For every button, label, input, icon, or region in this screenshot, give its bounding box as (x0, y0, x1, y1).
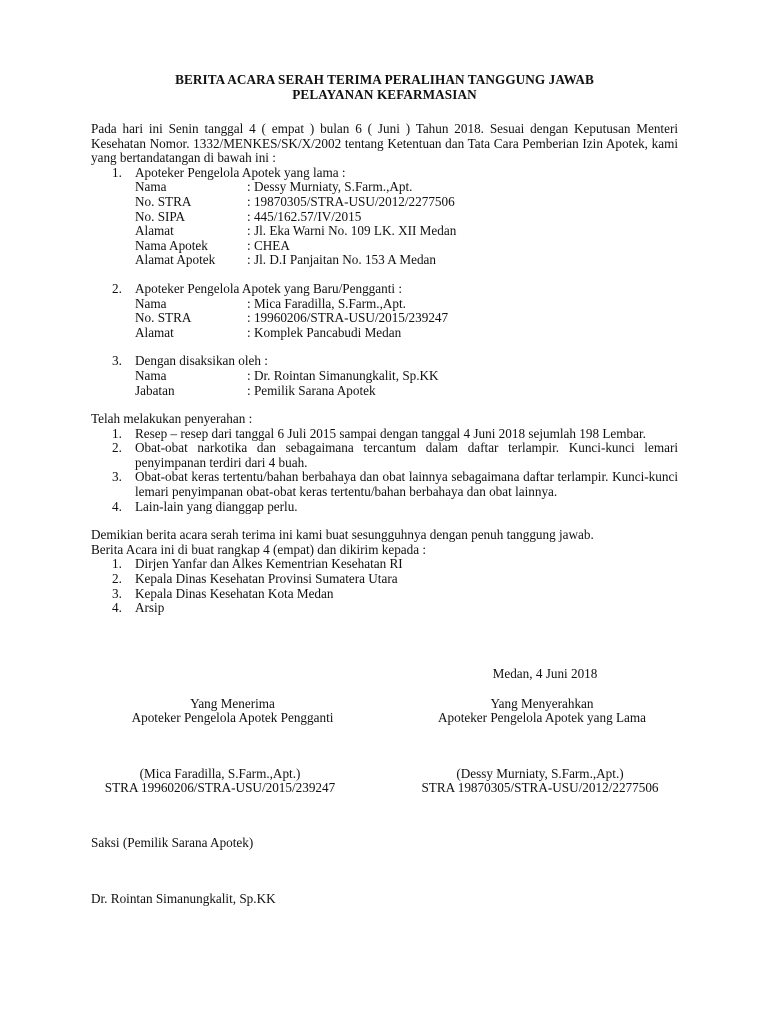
item-text: Resep – resep dari tanggal 6 Juli 2015 sampai dengan tanggal 4 Juni 2018 sejumlah 198 Lembar. (135, 425, 646, 441)
field-row (135, 326, 678, 341)
closing-line-2: Berita Acara ini di buat rangkap 4 (empat) dan dikirim kepada : (91, 541, 427, 557)
party-number: 3. (112, 353, 122, 369)
field-value: : Dr. Rointan Simanungkalit, Sp.KK (247, 367, 439, 383)
receiver-stra: STRA 19960206/STRA-USU/2015/239247 (104, 780, 336, 795)
field-row (135, 210, 678, 225)
giver-title: Apoteker Pengelola Apotek yang Lama (437, 710, 646, 725)
receiver-role: Yang Menerima (190, 696, 275, 711)
item-text: Obat-obat narkotika dan sebagaimana tercantum dalam daftar terlampir. Kunci-kunci lemari penyimpanan terdiri dari 4 buah. (135, 440, 678, 470)
field-row (135, 384, 678, 399)
intro-paragraph: Pada hari ini Senin tanggal 4 ( empat ) bulan 6 ( Juni ) Tahun 2018. Sesuai dengan Keputusan Menteri Kesehatan Nomor. 1332/MENKES/SK/X/2002 tentang Ketentuan dan Tata Cara Pemberian Izin Apotek, kami yang bertandatangan di bawah ini : (91, 121, 678, 166)
field-row (135, 239, 678, 254)
party-heading: Dengan disaksikan oleh : (135, 353, 268, 369)
field-value: : 19870305/STRA-USU/2012/2277506 (247, 193, 455, 209)
field-value: : CHEA (247, 237, 290, 253)
receiver-title: Apoteker Pengelola Apotek Pengganti (131, 710, 334, 725)
field-row (135, 253, 678, 268)
field-row (135, 311, 678, 326)
receiver-name: (Mica Faradilla, S.Farm.,Apt.) (139, 766, 301, 781)
party-number: 2. (112, 280, 122, 296)
party-heading: Apoteker Pengelola Apotek yang lama : (135, 164, 346, 180)
recipient-item (91, 587, 678, 602)
field-value: : Dessy Murniaty, S.Farm.,Apt. (247, 179, 413, 195)
field-row (135, 369, 678, 384)
field-row (135, 195, 678, 210)
item-number: 1. (112, 425, 122, 441)
field-label: Nama (135, 367, 167, 383)
field-label: No. STRA (135, 193, 192, 209)
item-number: 1. (112, 556, 122, 572)
field-label: Jabatan (135, 382, 175, 398)
item-text: Dirjen Yanfar dan Alkes Kementrian Kesehatan RI (135, 556, 403, 572)
closing-line-1: Demikian berita acara serah terima ini kami buat sesungguhnya dengan penuh tanggung jawab. (91, 527, 594, 543)
field-label: No. STRA (135, 310, 192, 326)
field-label: Nama (135, 179, 167, 195)
item-text: Lain-lain yang dianggap perlu. (135, 498, 298, 514)
document-body (91, 72, 678, 616)
field-value: : Jl. Eka Warni No. 109 LK. XII Medan (247, 223, 457, 239)
item-text: Kepala Dinas Kesehatan Provinsi Sumatera Utara (135, 571, 398, 587)
item-text: Arsip (135, 600, 165, 616)
recipient-item (91, 601, 678, 616)
item-number: 3. (112, 585, 122, 601)
recipient-item (91, 572, 678, 587)
item-number: 2. (112, 440, 122, 456)
giver-role: Yang Menyerahkan (490, 696, 594, 711)
giver-stra: STRA 19870305/STRA-USU/2012/2277506 (421, 780, 659, 795)
party-number: 1. (112, 164, 122, 180)
field-value: : 19960206/STRA-USU/2015/239247 (247, 310, 449, 326)
recipient-item (91, 557, 678, 572)
field-row (135, 224, 678, 239)
field-label: Nama Apotek (135, 237, 208, 253)
handover-heading: Telah melakukan penyerahan : (91, 411, 253, 427)
party-heading: Apoteker Pengelola Apotek yang Baru/Pengganti : (135, 280, 402, 296)
field-label: Alamat (135, 223, 174, 239)
field-value: : Mica Faradilla, S.Farm.,Apt. (247, 295, 406, 311)
field-label: Alamat (135, 324, 174, 340)
party-old-pharmacist (91, 166, 678, 268)
item-number: 4. (112, 498, 122, 514)
place-date: Medan, 4 Juni 2018 (492, 666, 598, 681)
field-value: : 445/162.57/IV/2015 (247, 208, 362, 224)
handover-item (91, 441, 678, 470)
item-text: Kepala Dinas Kesehatan Kota Medan (135, 585, 334, 601)
handover-item (91, 500, 678, 515)
title-line-2: PELAYANAN KEFARMASIAN (292, 87, 477, 102)
party-witness (91, 354, 678, 398)
field-value: : Jl. D.I Panjaitan No. 153 A Medan (247, 252, 437, 268)
field-label: No. SIPA (135, 208, 186, 224)
witness-name: Dr. Rointan Simanungkalit, Sp.KK (91, 891, 276, 906)
witness-label: Saksi (Pemilik Sarana Apotek) (91, 835, 254, 850)
handover-item (91, 470, 678, 499)
party-new-pharmacist (91, 282, 678, 340)
field-label: Alamat Apotek (135, 252, 216, 268)
field-value: : Pemilik Sarana Apotek (247, 382, 376, 398)
field-value: : Komplek Pancabudi Medan (247, 324, 402, 340)
field-row (135, 180, 678, 195)
item-number: 4. (112, 600, 122, 616)
giver-name: (Dessy Murniaty, S.Farm.,Apt.) (456, 766, 624, 781)
title-line-1: BERITA ACARA SERAH TERIMA PERALIHAN TANGGUNG JAWAB (175, 72, 594, 87)
field-label: Nama (135, 295, 167, 311)
handover-item (91, 427, 678, 442)
field-row (135, 297, 678, 312)
item-number: 2. (112, 571, 122, 587)
item-number: 3. (112, 469, 122, 485)
item-text: Obat-obat keras tertentu/bahan berbahaya dan obat lainnya sebagaimana daftar terlampir. Kunci-kunci lemari penyimpanan obat-obat keras tertentu/bahan berbahaya dan obat lainnya. (135, 469, 678, 500)
